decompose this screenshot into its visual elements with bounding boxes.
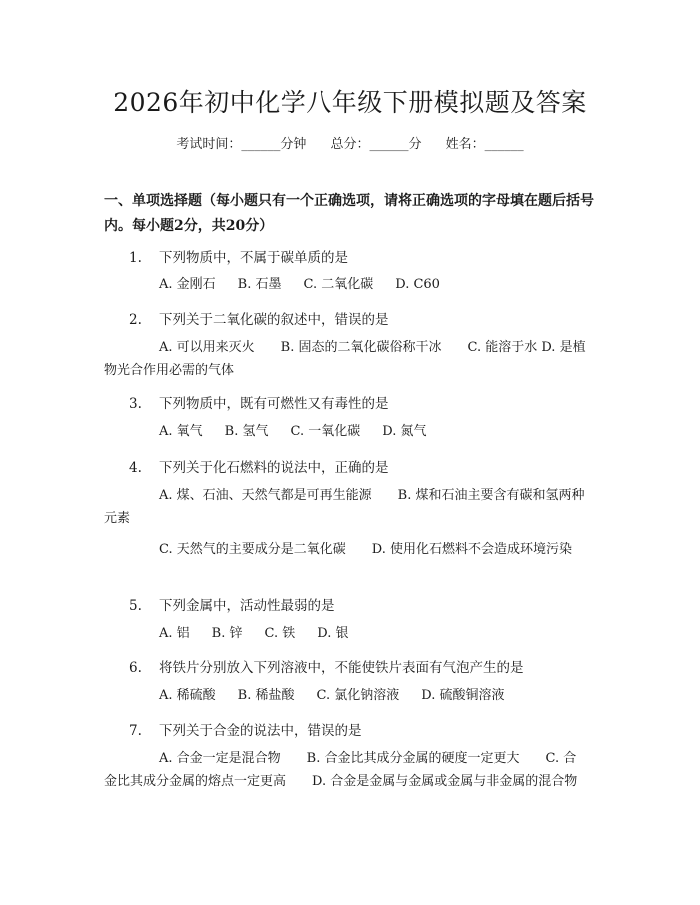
- question-3: [129, 392, 389, 412]
- exam-info: [0, 133, 700, 152]
- question-5: [129, 594, 335, 614]
- option-d: D. C60: [395, 277, 440, 292]
- exam-time-field: 考试时间：______分钟: [176, 137, 307, 152]
- question-2: [129, 308, 389, 328]
- question-text: 下列物质中，不属于碳单质的是: [159, 250, 348, 266]
- question-text: 将铁片分别放入下列溶液中，不能使铁片表面有气泡产生的是: [159, 660, 524, 676]
- question-number: 4.: [129, 460, 142, 476]
- option-b: B. 石墨: [237, 277, 282, 292]
- question-text: 下列关于二氧化碳的叙述中，错误的是: [159, 312, 389, 328]
- question-text: 下列金属中，活动性最弱的是: [159, 598, 335, 614]
- option-b: B. 锌: [211, 626, 243, 641]
- question-text: 下列关于合金的说法中，错误的是: [159, 723, 362, 739]
- question-6-options: [104, 684, 588, 707]
- page-title: 2026年初中化学八年级下册模拟题及答案: [113, 88, 587, 117]
- total-score-field: 总分：______分: [330, 137, 422, 152]
- option-c: C. 一氧化碳: [290, 424, 361, 439]
- question-number: 3.: [129, 396, 142, 412]
- option-b: B. 氢气: [224, 424, 269, 439]
- section-heading: 一、单项选择题（每小题只有一个正确选项，请将正确选项的字母填在题后括号内。每小题2分，共20分）: [104, 193, 594, 234]
- question-text: 下列物质中，既有可燃性又有毒性的是: [159, 396, 389, 412]
- question-5-options: [104, 622, 588, 645]
- option-a: A. 铝: [159, 626, 190, 641]
- option-d: D. 银: [317, 626, 349, 641]
- question-number: 5.: [129, 598, 142, 614]
- option-d: D. 硫酸铜溶液: [421, 688, 505, 703]
- question-text: 下列关于化石燃料的说法中，正确的是: [159, 460, 389, 476]
- option-c: C. 铁: [264, 626, 296, 641]
- option-c: C. 氯化钠溶液: [316, 688, 400, 703]
- option-a: A. 金刚石: [159, 277, 216, 292]
- option-a: A. 稀硫酸: [159, 688, 216, 703]
- question-number: 6.: [129, 660, 142, 676]
- question-3-options: [104, 420, 588, 443]
- student-name-field: 姓名：______: [445, 137, 524, 152]
- option-b: B. 稀盐酸: [237, 688, 295, 703]
- question-6: [129, 656, 524, 676]
- question-number: 7.: [129, 723, 142, 739]
- option-c: C. 二氧化碳: [303, 277, 374, 292]
- question-4-options-line-1: A. 煤、石油、天然气都是可再生能源 B. 煤和石油主要含有碳和氢两种元素: [104, 488, 585, 526]
- question-4-options-line-2: C. 天然气的主要成分是二氧化碳 D. 使用化石燃料不会造成环境污染: [159, 542, 572, 557]
- question-2-options: A. 可以用来灭火 B. 固态的二氧化碳俗称干冰 C. 能溶于水 D. 是植物光合作用必需的气体: [104, 340, 586, 378]
- question-number: 1.: [129, 250, 142, 266]
- option-d: D. 氮气: [382, 424, 427, 439]
- question-1-options: [104, 273, 588, 296]
- question-7: [129, 719, 362, 739]
- question-4: [129, 456, 389, 476]
- question-1: [129, 246, 348, 266]
- question-number: 2.: [129, 312, 142, 328]
- question-7-options: A. 合金一定是混合物 B. 合金比其成分金属的硬度一定更大 C. 合金比其成分金属的熔点一定更高 D. 合金是金属与金属或金属与非金属的混合物: [104, 751, 578, 789]
- option-a: A. 氧气: [159, 424, 203, 439]
